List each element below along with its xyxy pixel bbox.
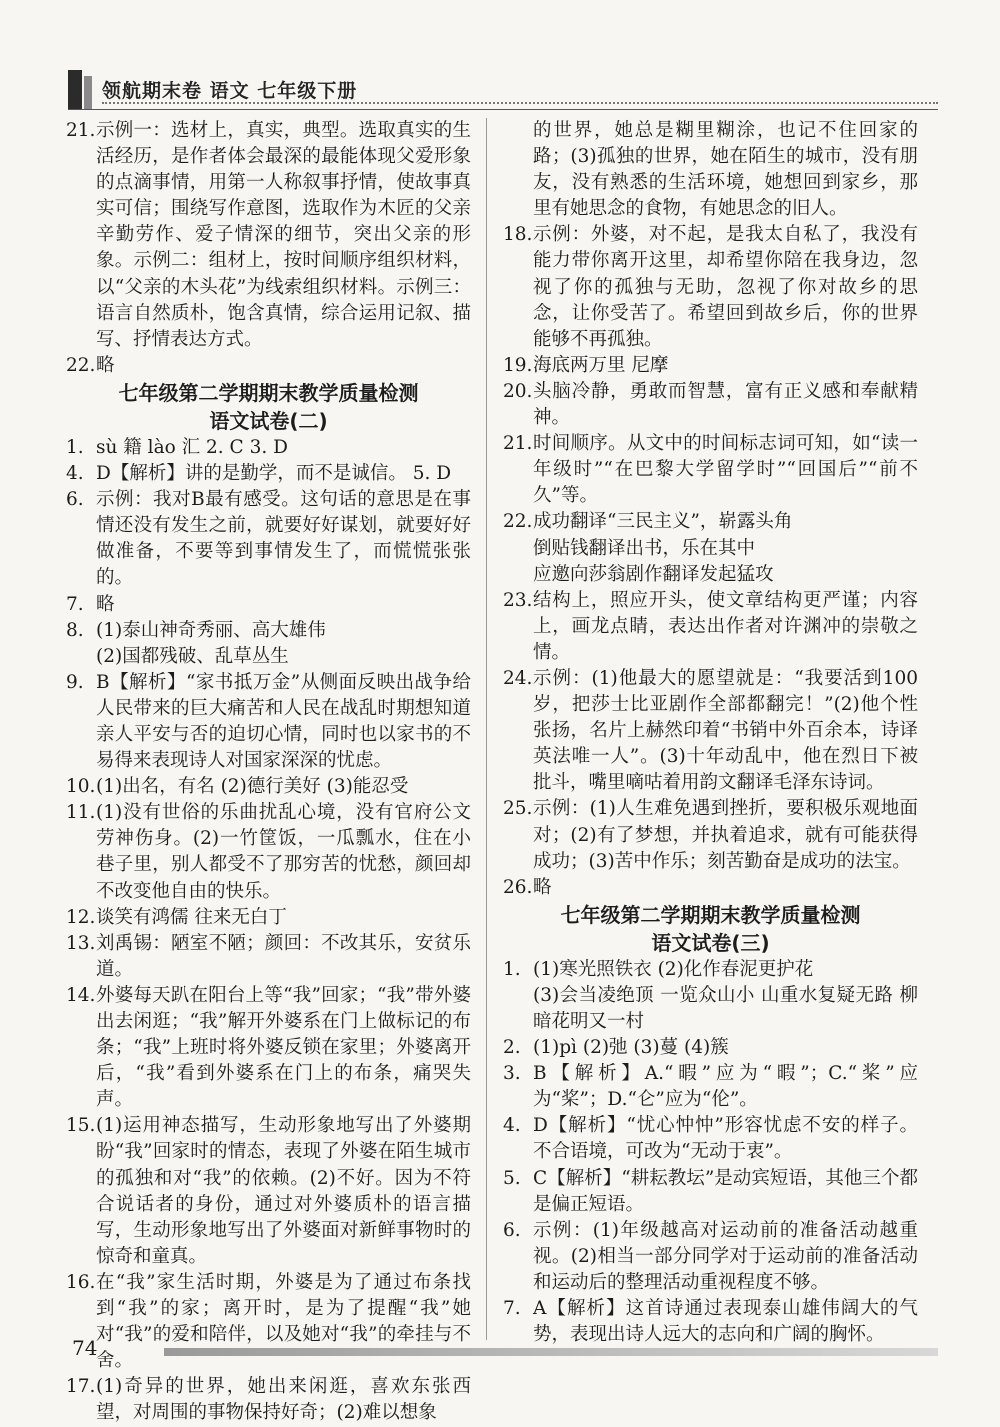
answer-item: 9. B【解析】“家书抵万金”从侧面反映出战争给人民带来的巨大痛苦和人民在战乱时期想知道亲人平安与否的迫切心情，同时也以家书的不易得来表现诗人对国家深深的忧虑。	[66, 671, 471, 772]
answer-item: 14. 外婆每天趴在阳台上等“我”回家；“我”带外婆出去闲逛；“我”解开外婆系在门上做标记的布条；“我”上班时将外婆反锁在家里；外婆离开后，“我”看到外婆系在门上的布条，痛哭失声。	[66, 984, 471, 1111]
section-heading: 七年级第二学期期末教学质量检测 语文试卷(二)	[118, 380, 419, 433]
header-rule	[68, 109, 938, 110]
answer-item: 5. C【解析】“耕耘教坛”是动宾短语，其他三个都是偏正短语。	[503, 1167, 918, 1215]
answer-item: 15. (1)运用神态描写，生动形象地写出了外婆期盼“我”回家时的情态，表现了外婆在陌生城市的孤独和对“我”的依赖。(2)不好。因为不符合说话者的身份，通过对外婆质朴的语言描写，生动形象地写出了外婆面对新鲜事物时的惊奇和童真。	[66, 1115, 471, 1267]
answer-item: 16. 在“我”家生活时期，外婆是为了通过布条找到“我”的家；离开时，是为了提醒“我”她对“我”的爱和陪伴，以及她对“我”的牵挂与不舍。	[66, 1271, 471, 1372]
answer-item: 2. (1)pì (2)弛 (3)蔓 (4)簇	[503, 1037, 729, 1059]
answer-item: 22. 略	[66, 354, 115, 376]
page-header	[68, 62, 938, 110]
answer-item: 8. (1)泰山神奇秀丽、高大雄伟	[66, 619, 326, 641]
answer-item: 3. B【解析】A.“暇”应为“暇”；C.“桨”应为“桨”；D.“仑”应为“伦”。	[503, 1063, 918, 1111]
answer-item: 6. 示例：我对B最有感受。这句话的意思是在事情还没有发生之前，就要好好谋划，就要好好做准备，不要等到事情发生了，而慌慌张张的。	[66, 489, 471, 589]
answer-item: 24. 示例：(1)他最大的愿望就是：“我要活到100岁，把莎士比亚剧作全部都翻完！”(2)他个性张扬，名片上赫然印着“书销中外百余本，诗译英法唯一人”。(3)十年动乱中，他在烈日下被批斗，嘴里嘀咕着用韵文翻译毛泽东诗词。	[503, 667, 918, 794]
header-dotted-rule	[102, 102, 938, 104]
answer-subline: 应邀向莎翁剧作翻译发起猛攻	[533, 563, 774, 585]
answer-item: 21. 时间顺序。从文中的时间标志词可知，如“读一年级时”“在巴黎大学留学时”“回国后”“前不久”等。	[503, 433, 918, 507]
answer-item: 4. D【解析】“忧心忡忡”形容忧虑不安的样子。不合语境，可改为“无动于衷”。	[503, 1115, 918, 1163]
answer-item: 4. D【解析】讲的是勤学，而不是诚信。 5. D	[66, 463, 452, 485]
page-footer	[68, 1336, 938, 1366]
answer-item: 25. 示例：(1)人生难免遇到挫折，要积极乐观地面对；(2)有了梦想，并执着追求，就有可能获得成功；(3)苦中作乐；刻苦勤奋是成功的法宝。	[503, 798, 918, 872]
answer-item: 1. (1)寒光照铁衣 (2)化作春泥更护花	[503, 958, 814, 980]
answer-item: 7. 略	[66, 593, 115, 615]
header-bar-gray	[84, 76, 92, 110]
header-title: 领航期末卷 语文 七年级下册	[102, 80, 358, 102]
answer-subline: 倒贴钱翻译出书，乐在其中	[533, 537, 756, 559]
footer-decorative-strip	[164, 1348, 938, 1356]
answer-item: 11. (1)没有世俗的乐曲扰乱心境，没有官府公文劳神伤身。(2)一竹筐饭，一瓜瓢水，住在小巷子里，别人都受不了那穷苦的忧愁，颜回却不改变他自由的快乐。	[66, 802, 471, 902]
answer-item: 23. 结构上，照应开头，使文章结构更严谨；内容上，画龙点睛，表达出作者对许渊冲的崇敬之情。	[503, 589, 918, 663]
answer-subline: (3)会当凌绝顶 一览众山小 山重水复疑无路 柳暗花明又一村	[533, 984, 918, 1032]
left-column	[66, 118, 471, 1427]
answer-item: 18. 示例：外婆，对不起，是我太自私了，我没有能力带你离开这里，却希望你陪在我身边，忽视了你的孤独与无助，忽视了你对故乡的思念，让你受苦了。希望回到故乡后，你的世界能够不再孤独。	[503, 224, 918, 350]
header-bar-dark	[68, 70, 82, 110]
answer-item: 19. 海底两万里 尼摩	[503, 354, 669, 376]
column-divider	[486, 118, 487, 1340]
answer-item: 17. (1)奇异的世界，她出来闲逛，喜欢东张西望，对周围的事物保持好奇；(2)难以想象	[66, 1376, 471, 1424]
answer-item: 13. 刘禹锡：陋室不陋；颜回：不改其乐，安贫乐道。	[66, 932, 471, 980]
answer-item: 26. 略	[503, 876, 552, 898]
answer-item: 10. (1)出名，有名 (2)德行美好 (3)能忍受	[66, 776, 409, 798]
section-heading: 七年级第二学期期末教学质量检测 语文试卷(三)	[560, 902, 861, 955]
answer-item: 7. A【解析】这首诗通过表现泰山雄伟阔大的气势，表现出诗人远大的志向和广阔的胸怀。	[503, 1298, 918, 1346]
answer-subline: (2)国都残破、乱草丛生	[96, 645, 289, 667]
answer-item: 22. 成功翻译“三民主义”，崭露头角	[503, 511, 793, 533]
answer-item: 12. 谈笑有鸿儒 往来无白丁	[66, 906, 287, 928]
page-number: 74	[72, 1336, 98, 1360]
answer-item: 1. sù 籍 lào 汇 2. C 3. D	[66, 436, 288, 458]
answer-item: 20. 头脑冷静，勇敢而智慧，富有正义感和奉献精神。	[503, 380, 918, 429]
right-column	[503, 118, 918, 1348]
answer-item: 21. 示例一：选材上，真实，典型。选取真实的生活经历，是作者体会最深的最能体现父爱形象的点滴事情，用第一人称叙事抒情，使故事真实可信；围绕写作意图，选取作为木匠的父亲辛勤劳作、爱子情深的细节，突出父亲的形象。示例二：组材上，按时间顺序组织材料，以“父亲的木头花”为线索组织材料。示例三：语言自然质朴，饱含真情，综合运用记叙、描写、抒情表达方式。	[66, 120, 471, 350]
answer-continuation: 的世界，她总是糊里糊涂，也记不住回家的路；(3)孤独的世界，她在陌生的城市，没有朋友，没有熟悉的生活环境，她想回到家乡，那里有她思念的食物，有她思念的旧人。	[533, 120, 918, 220]
answer-item: 6. 示例：(1)年级越高对运动前的准备活动越重视。(2)相当一部分同学对于运动前的准备活动和运动后的整理活动重视程度不够。	[503, 1219, 918, 1293]
